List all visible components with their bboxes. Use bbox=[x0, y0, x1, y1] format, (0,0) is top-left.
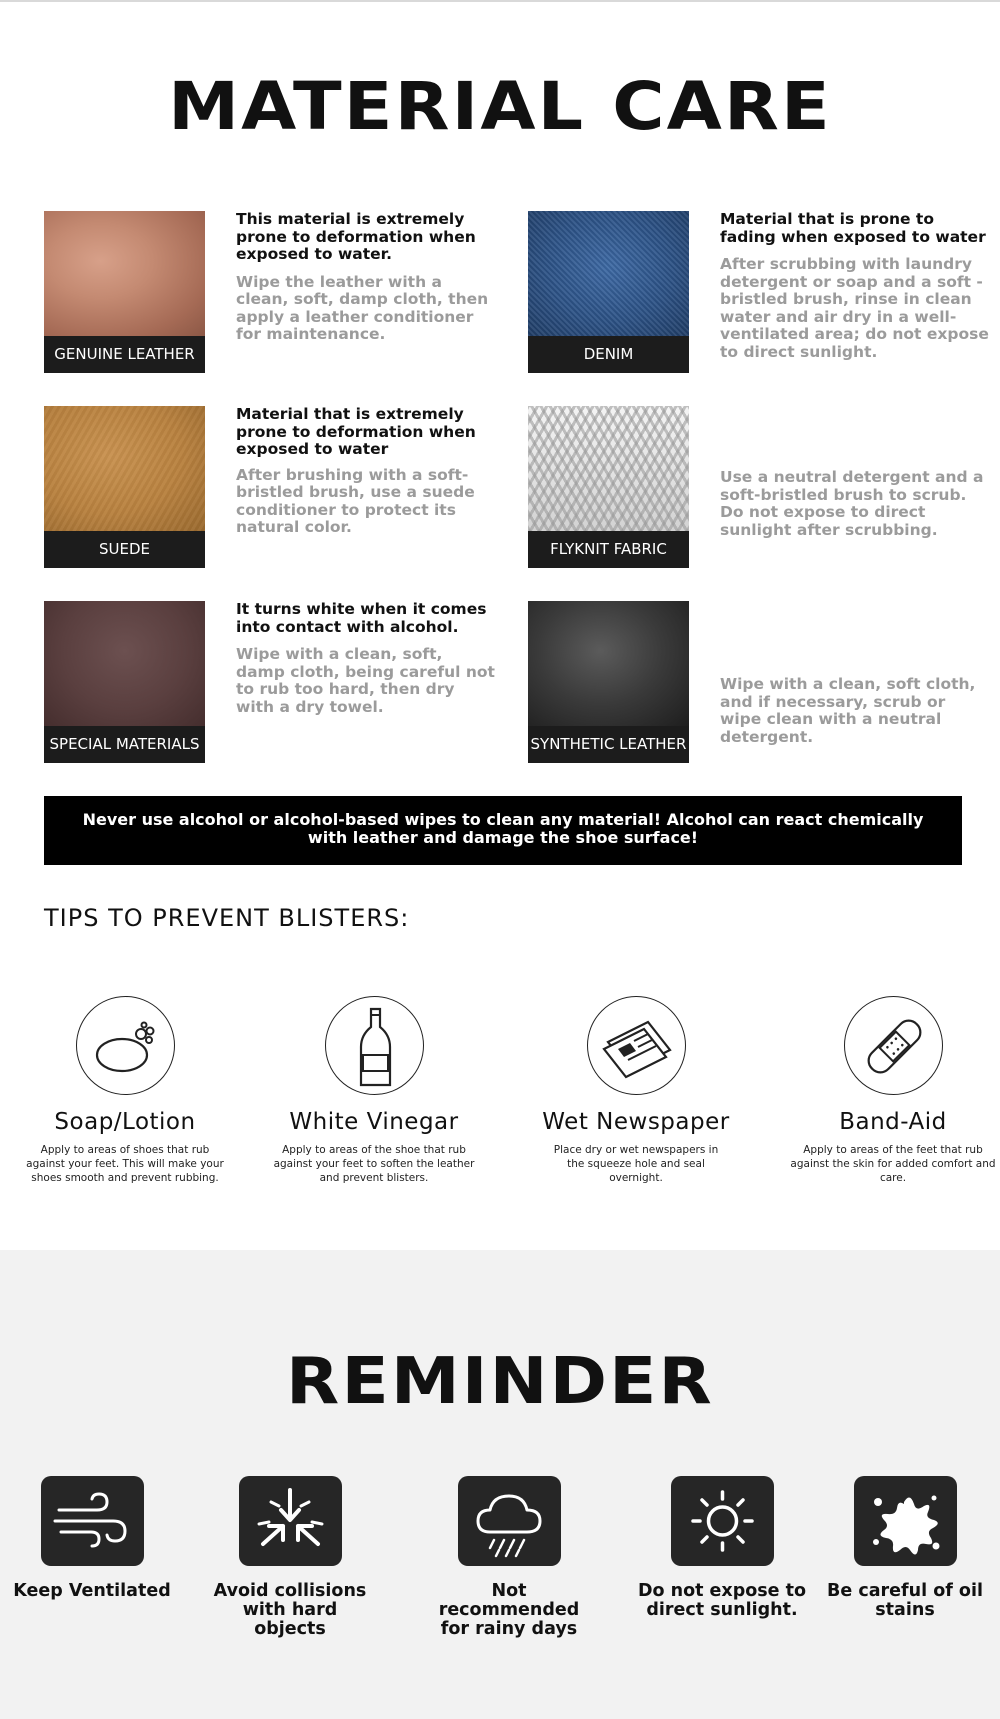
material-label: FLYKNIT FABRIC bbox=[528, 531, 689, 568]
reminder-label: Keep Ventilated bbox=[13, 1581, 171, 1601]
material-card-synthetic-leather bbox=[528, 601, 1000, 766]
material-card-denim bbox=[528, 211, 1000, 376]
reminder-label: Avoid collisions with hard objects bbox=[213, 1581, 367, 1639]
tip-name: Soap/Lotion bbox=[54, 1109, 196, 1135]
material-label: GENUINE LEATHER bbox=[44, 336, 205, 373]
material-label: DENIM bbox=[528, 336, 689, 373]
tip-band-aid bbox=[788, 996, 998, 1185]
suede-swatch bbox=[44, 406, 205, 568]
material-label: SUEDE bbox=[44, 531, 205, 568]
material-card-genuine-leather bbox=[44, 211, 524, 376]
reminder-direct-sunlight bbox=[637, 1476, 807, 1620]
flyknit-swatch bbox=[528, 406, 689, 568]
rain-cloud-icon bbox=[458, 1476, 561, 1566]
suede-texture-image bbox=[44, 406, 205, 531]
material-care-instructions: After scrubbing with laundry detergent or soap and a soft -bristled brush, rinse in clean water and air dry in a well-ventilated area; do not expose to direct sunlight. bbox=[720, 255, 989, 361]
synthetic-leather-texture-image bbox=[528, 601, 689, 726]
material-warning: Material that is extremely prone to deformation when exposed to water bbox=[236, 405, 476, 458]
material-warning: Material that is prone to fading when exposed to water bbox=[720, 210, 986, 246]
tip-description: Apply to areas of the feet that rub against the skin for added comfort and care. bbox=[790, 1144, 996, 1184]
material-care-instructions: Wipe with a clean, soft, damp cloth, being careful not to rub too hard, then dry with a dry towel. bbox=[236, 645, 495, 716]
material-care-instructions: Wipe the leather with a clean, soft, damp cloth, then apply a leather conditioner for maintenance. bbox=[236, 272, 489, 343]
special-materials-swatch bbox=[44, 601, 205, 763]
tip-description: Apply to areas of the shoe that rub against your feet to soften the leather and prevent blisters. bbox=[273, 1144, 475, 1184]
tip-name: Band-Aid bbox=[839, 1109, 947, 1135]
material-card-special-materials bbox=[44, 601, 524, 766]
tip-description: Apply to areas of shoes that rub against your feet. This will make your shoes smooth and prevent rubbing. bbox=[26, 1144, 224, 1184]
reminder-label: Not recommended for rainy days bbox=[438, 1581, 580, 1639]
reminder-rainy-days bbox=[424, 1476, 594, 1639]
newspaper-icon bbox=[587, 996, 686, 1095]
denim-swatch bbox=[528, 211, 689, 373]
reminder-avoid-collisions bbox=[205, 1476, 375, 1639]
wind-icon bbox=[41, 1476, 144, 1566]
material-label: SPECIAL MATERIALS bbox=[44, 726, 205, 763]
impact-icon bbox=[239, 1476, 342, 1566]
synthetic-leather-swatch bbox=[528, 601, 689, 763]
top-divider bbox=[0, 0, 1000, 2]
tip-soap-lotion bbox=[20, 996, 230, 1185]
reminder-label: Do not expose to direct sunlight. bbox=[637, 1581, 807, 1620]
material-card-flyknit bbox=[528, 406, 1000, 571]
tip-name: Wet Newspaper bbox=[542, 1109, 730, 1135]
stain-icon bbox=[854, 1476, 957, 1566]
reminder-oil-stains bbox=[820, 1476, 990, 1620]
special-materials-texture-image bbox=[44, 601, 205, 726]
material-care-instructions: Wipe with a clean, soft cloth, and if necessary, scrub or wipe clean with a neutral detergent. bbox=[720, 675, 976, 746]
tip-wet-newspaper bbox=[531, 996, 741, 1185]
material-care-title: MATERIAL CARE bbox=[168, 68, 832, 145]
material-care-instructions: Use a neutral detergent and a soft-bristled brush to scrub. Do not expose to direct sunlight after scrubbing. bbox=[720, 468, 984, 539]
material-warning: It turns white when it comes into contact with alcohol. bbox=[236, 600, 487, 636]
flyknit-texture-image bbox=[528, 406, 689, 531]
material-warning: This material is extremely prone to deformation when exposed to water. bbox=[236, 210, 476, 263]
bottle-icon bbox=[325, 996, 424, 1095]
material-card-suede bbox=[44, 406, 524, 571]
genuine-leather-swatch bbox=[44, 211, 205, 373]
tip-name: White Vinegar bbox=[289, 1109, 459, 1135]
denim-texture-image bbox=[528, 211, 689, 336]
leather-texture-image bbox=[44, 211, 205, 336]
reminder-keep-ventilated bbox=[7, 1476, 177, 1601]
soap-icon bbox=[76, 996, 175, 1095]
tip-white-vinegar bbox=[269, 996, 479, 1185]
alcohol-warning-banner: Never use alcohol or alcohol-based wipes to clean any material! Alcohol can react chemically with leather and damage the shoe surface! bbox=[44, 796, 962, 865]
blister-tips-title: TIPS TO PREVENT BLISTERS: bbox=[44, 904, 410, 932]
material-care-instructions: After brushing with a soft-bristled brush, use a suede conditioner to protect its natural color. bbox=[236, 465, 475, 536]
tip-description: Place dry or wet newspapers in the squeeze hole and seal overnight. bbox=[553, 1144, 719, 1184]
bandage-icon bbox=[844, 996, 943, 1095]
reminder-label: Be careful of oil stains bbox=[827, 1581, 983, 1620]
reminder-title: REMINDER bbox=[286, 1345, 714, 1419]
material-label: SYNTHETIC LEATHER bbox=[528, 726, 689, 763]
sun-icon bbox=[671, 1476, 774, 1566]
